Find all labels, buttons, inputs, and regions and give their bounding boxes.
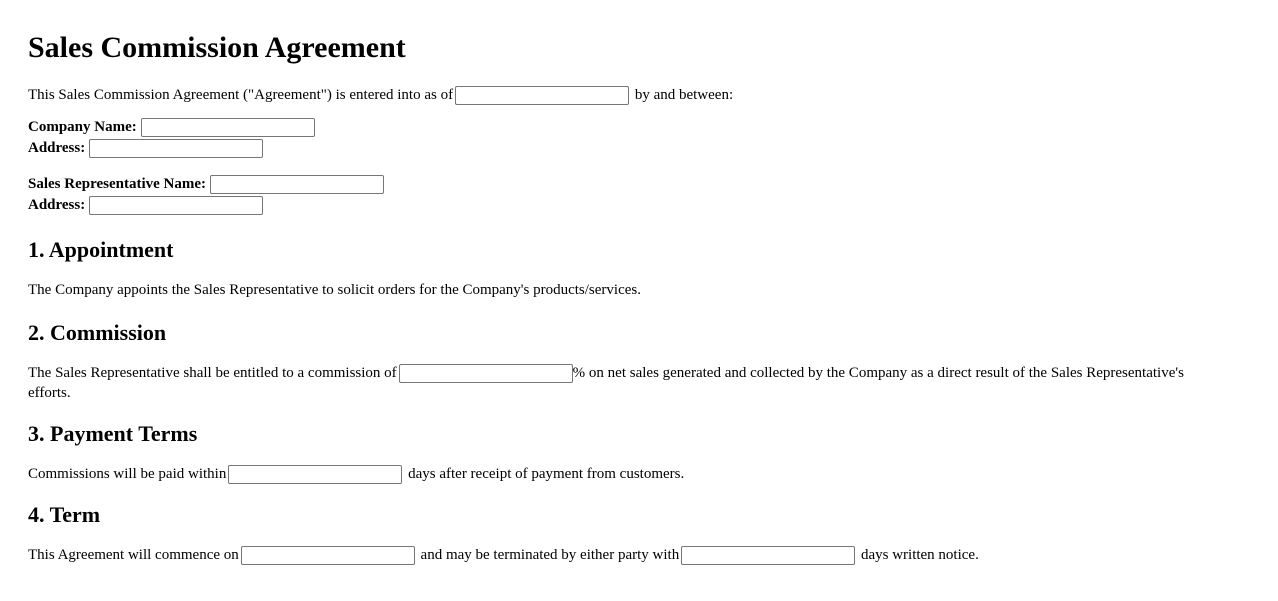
rep-address-input[interactable] — [89, 196, 263, 215]
company-name-label: Company Name: — [28, 119, 137, 136]
agreement-date-input[interactable] — [455, 86, 629, 105]
rep-details — [28, 174, 1206, 216]
payment-days-input[interactable] — [228, 465, 402, 484]
company-name-input[interactable] — [141, 118, 315, 137]
rep-address-label: Address: — [28, 197, 86, 214]
payment-text-before: Commissions will be paid within — [28, 466, 227, 483]
page-title: Sales Commission Agreement — [28, 31, 406, 64]
payment-text-after: days after receipt of payment from customers. — [408, 466, 685, 483]
section-heading-term: 4. Term — [28, 502, 101, 528]
intro-paragraph — [28, 85, 1206, 105]
company-name-row — [28, 117, 1206, 138]
intro-text-before: This Sales Commission Agreement ("Agreement") is entered into as of — [28, 87, 454, 103]
section-text-commission — [28, 363, 1206, 403]
company-address-row — [28, 138, 1206, 159]
intro-text-after: by and between: — [634, 87, 734, 103]
term-text-before: This Agreement will commence on — [28, 547, 239, 564]
term-text-after: days written notice. — [860, 547, 979, 564]
section-text-term — [28, 545, 1206, 565]
section-text-appointment: The Company appoints the Sales Representative to solicit orders for the Company's products/services. — [28, 282, 641, 299]
term-text-middle: and may be terminated by either party with — [420, 547, 680, 564]
rep-address-row — [28, 195, 1206, 216]
commission-text-after: % on net sales generated and collected by the Company as a direct result of the Sales Representative's efforts. — [28, 365, 1184, 402]
section-text-payment — [28, 464, 1206, 484]
commission-text-before: The Sales Representative shall be entitled to a commission of — [28, 365, 397, 382]
term-start-input[interactable] — [241, 546, 415, 565]
rep-name-input[interactable] — [210, 175, 384, 194]
section-heading-appointment: 1. Appointment — [28, 237, 174, 263]
rep-name-label: Sales Representative Name: — [28, 176, 207, 193]
commission-rate-input[interactable] — [399, 364, 573, 383]
term-notice-days-input[interactable] — [681, 546, 855, 565]
company-details — [28, 117, 1206, 159]
rep-name-row — [28, 174, 1206, 195]
section-heading-payment: 3. Payment Terms — [28, 421, 198, 447]
company-address-input[interactable] — [89, 139, 263, 158]
section-heading-commission: 2. Commission — [28, 320, 167, 346]
company-address-label: Address: — [28, 140, 86, 157]
